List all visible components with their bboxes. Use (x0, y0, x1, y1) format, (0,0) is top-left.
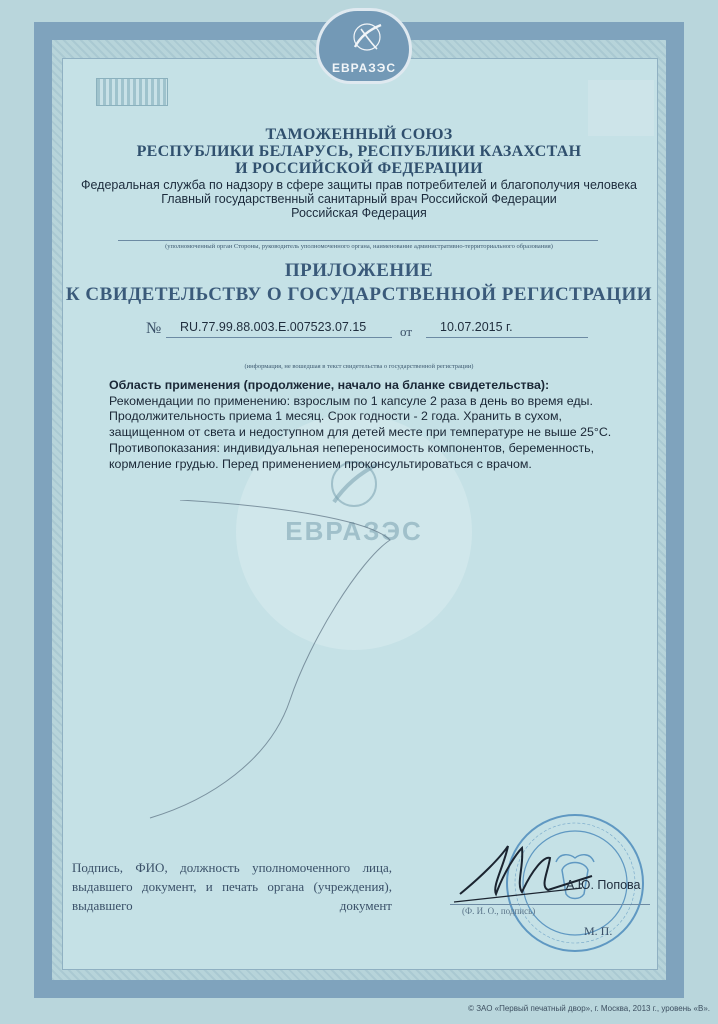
number-label: № (146, 320, 162, 337)
union-title-line3: И РОССИЙСКОЙ ФЕДЕРАЦИИ (235, 160, 483, 177)
watermark-text: ЕВРАЗЭС (285, 516, 423, 546)
authority-line2: Главный государственный санитарный врач Российской Федерации (161, 192, 557, 206)
union-title-line2: РЕСПУБЛИКИ БЕЛАРУСЬ, РЕСПУБЛИКИ КАЗАХСТАН (136, 143, 582, 160)
fio-caption: (Ф. И. О., подпись) (462, 906, 536, 916)
authority-caption: (уполномоченный орган Стороны, руководитель уполномоченного органа, наименование административно-территориального образования) (165, 243, 553, 250)
logo-text: ЕВРАЗЭС (331, 61, 396, 75)
document-title-line2: К СВИДЕТЕЛЬСТВУ О ГОСУДАРСТВЕННОЙ РЕГИСТРАЦИИ (65, 284, 653, 305)
authority-line1: Федеральная служба по надзору в сфере защиты прав потребителей и благополучия человека (80, 178, 638, 192)
registration-number: RU.77.99.88.003.E.007523.07.15 (180, 320, 367, 334)
cancellation-stroke (130, 500, 430, 820)
hologram-strip (96, 78, 168, 106)
signature-caption: Подпись, ФИО, должность уполномоченного лица, выдавшего документ, и печать органа (учреждения), выдавшего документ (72, 860, 392, 913)
document-title-line1: ПРИЛОЖЕНИЕ (284, 260, 434, 281)
info-caption: (информация, не вошедшая в текст свидетельства о государственной регистрации) (244, 363, 474, 370)
handwritten-signature (452, 836, 602, 906)
eurasec-emblem-icon (347, 17, 387, 57)
union-title-line1: ТАМОЖЕННЫЙ СОЮЗ (265, 126, 453, 143)
content-text: Рекомендации по применению: взрослым по 1 капсуле 2 раза в день во время еды. Продолжительность приема 1 месяц. Срок годности - 2 года. Хранить в сухом, защищенном от света и недоступном для детей месте при температуре не выше 25°С. Противопоказания: индивидуальная непереносимость компонентов, беременность, кормление грудью. Перед применением проконсультироваться с врачом. (109, 393, 612, 471)
date-label: от (400, 324, 413, 339)
seal-caption: М. П. (584, 924, 613, 938)
printer-note: © ЗАО «Первый печатный двор», г. Москва, 2013 г., уровень «В». (468, 1004, 710, 1013)
eurasec-logo (316, 8, 412, 84)
application-content (109, 378, 634, 472)
signer-name: А.Ю. Попова (566, 878, 641, 892)
authority-line3: Российская Федерация (291, 206, 427, 220)
registration-date: 10.07.2015 г. (440, 320, 513, 334)
content-heading: Область применения (продолжение, начало на бланке свидетельства): (109, 378, 550, 392)
